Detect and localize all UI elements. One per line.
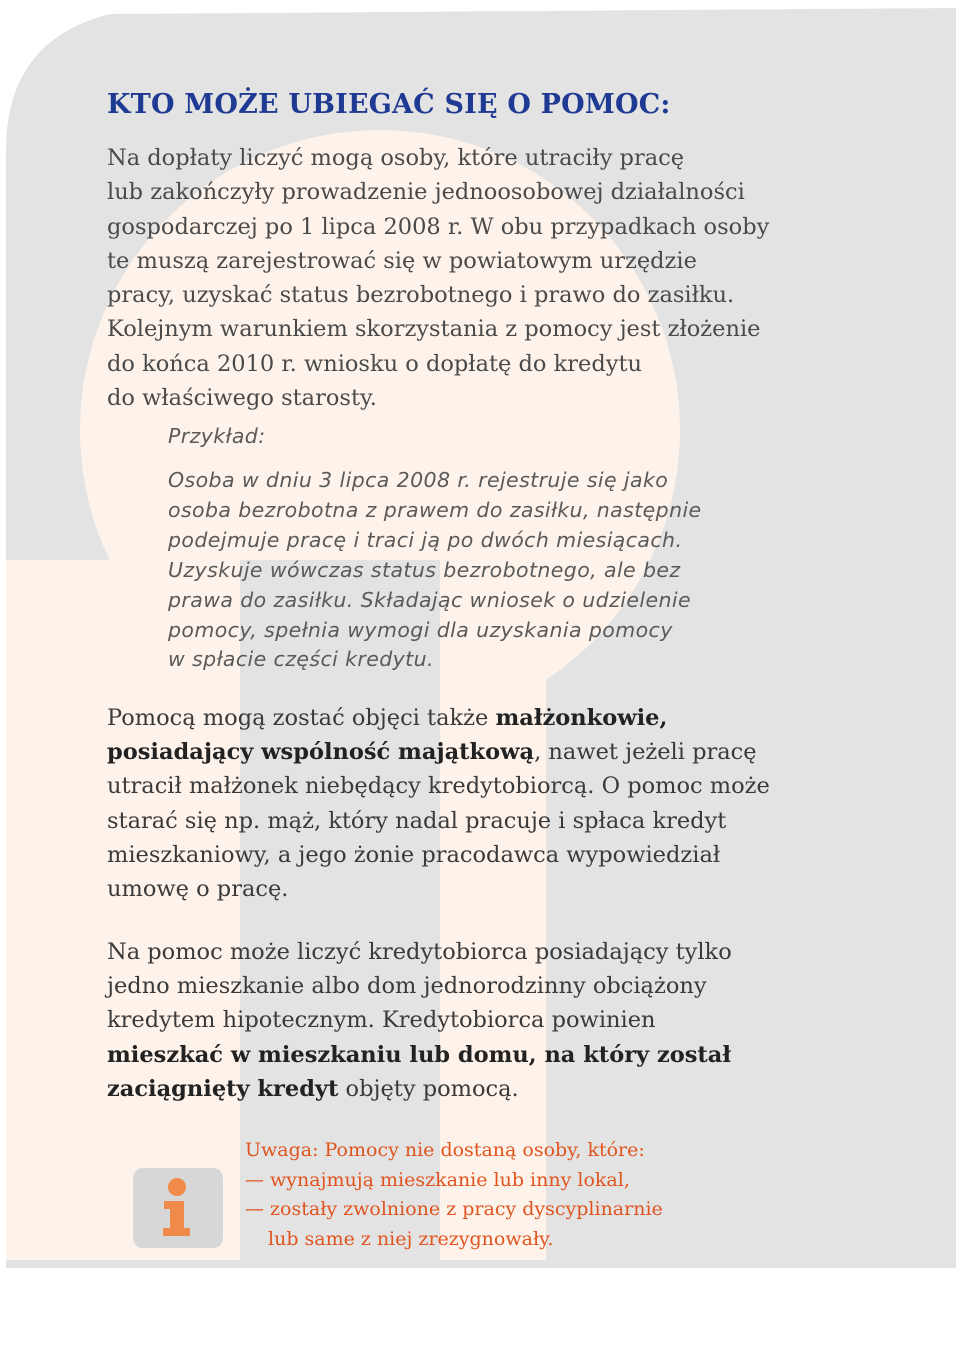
- spouse-text: , nawet jeżeli pracę: [534, 739, 757, 766]
- note-item-continued: lub same z niej zrezygnowały.: [268, 1228, 554, 1251]
- note-item: — zostały zwolnione z pracy dyscyplinarnie: [245, 1198, 663, 1221]
- example-line: Uzyskuje wówczas status bezrobotnego, ale bez: [168, 557, 681, 582]
- info-icon: [133, 1168, 223, 1248]
- intro-line: Kolejnym warunkiem skorzystania z pomocy jest złożenie: [107, 316, 761, 343]
- spouse-line: [107, 735, 770, 769]
- intro-paragraph: [107, 141, 769, 415]
- note-item: — wynajmują mieszkanie lub inny lokal,: [245, 1168, 630, 1191]
- intro-line: pracy, uzyskać status bezrobotnego i prawo do zasiłku.: [107, 282, 735, 309]
- spouse-bold-text: małżonkowie,: [495, 705, 668, 731]
- borrower-line: kredytem hipotecznym. Kredytobiorca powinien: [107, 1007, 656, 1034]
- example-text: [168, 466, 702, 675]
- example-line: w spłacie części kredytu.: [168, 647, 434, 672]
- intro-line: lub zakończyły prowadzenie jednoosobowej działalności: [107, 179, 745, 206]
- spouse-paragraph: [107, 701, 770, 906]
- intro-line: gospodarczej po 1 lipca 2008 r. W obu przypadkach osoby: [107, 213, 770, 240]
- borrower-line: [107, 1072, 732, 1106]
- spouse-line: mieszkaniowy, a jego żonie pracodawca wypowiedział: [107, 841, 721, 868]
- spouse-bold-text: posiadający wspólność majątkową: [107, 739, 535, 766]
- spouse-line: [107, 701, 770, 735]
- info-icon-glyph: [133, 1168, 223, 1248]
- example-label: Przykład:: [168, 424, 266, 448]
- note-title: Uwaga: Pomocy nie dostaną osoby, które:: [245, 1139, 645, 1161]
- intro-line: do właściwego starosty.: [107, 385, 377, 412]
- borrower-line: Na pomoc może liczyć kredytobiorca posiadający tylko: [107, 939, 732, 965]
- borrower-bold-text: mieszkać w mieszkaniu lub domu, na który został: [107, 1041, 732, 1068]
- intro-line: do końca 2010 r. wniosku o dopłatę do kredytu: [107, 350, 642, 377]
- intro-line: te muszą zarejestrować się w powiatowym urzędzie: [107, 247, 697, 274]
- borrower-bold-text: zaciągnięty kredyt: [107, 1075, 339, 1102]
- example-line: prawa do zasiłku. Składając wniosek o udzielenie: [168, 587, 691, 612]
- example-line: pomocy, spełnia wymogi dla uzyskania pomocy: [168, 617, 673, 642]
- borrower-line: jedno mieszkanie albo dom jednorodzinny obciążony: [107, 973, 707, 1000]
- spouse-text: Pomocą mogą zostać objęci także: [107, 705, 496, 731]
- borrower-line: [107, 1038, 732, 1072]
- example-line: osoba bezrobotna z prawem do zasiłku, następnie: [168, 497, 702, 522]
- spouse-line: umowę o pracę.: [107, 876, 289, 903]
- borrower-text: objęty pomocą.: [338, 1075, 519, 1102]
- spouse-line: starać się np. mąż, który nadal pracuje i spłaca kredyt: [107, 807, 727, 834]
- example-line: podejmuje pracę i traci ją po dwóch miesiącach.: [168, 527, 683, 552]
- example-line: Osoba w dniu 3 lipca 2008 r. rejestruje się jako: [168, 468, 669, 492]
- intro-line: Na dopłaty liczyć mogą osoby, które utraciły pracę: [107, 145, 685, 171]
- spouse-line: utracił małżonek niebędący kredytobiorcą. O pomoc może: [107, 773, 770, 800]
- borrower-paragraph: [107, 935, 732, 1106]
- warning-note: [245, 1136, 663, 1255]
- section-heading: KTO MOŻE UBIEGAĆ SIĘ O POMOC:: [107, 89, 671, 120]
